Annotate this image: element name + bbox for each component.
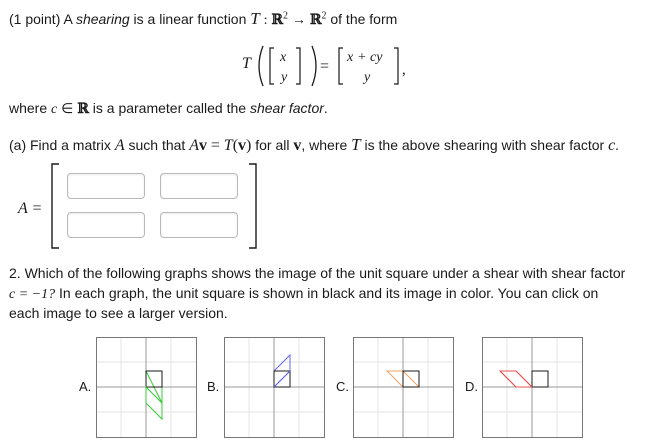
option-d-graph[interactable]: [482, 337, 583, 438]
where-pre: where: [9, 100, 52, 116]
part-2-math: c = −1?: [9, 287, 56, 302]
option-c-graph[interactable]: [353, 337, 454, 438]
option-c-label: C.: [336, 379, 349, 394]
part-a-text-end: is the above shearing with shear factor: [360, 137, 609, 153]
part-2-line-3: each image to see a larger version.: [9, 305, 228, 321]
where-term: shear factor: [249, 100, 324, 116]
part-a-text-pre: (a) Find a matrix: [9, 137, 115, 153]
part-a-text-mid3: , where: [301, 137, 352, 153]
option-a-graph[interactable]: [96, 337, 197, 438]
option-d-label: D.: [465, 379, 478, 394]
where-line: where c ∈ ℝ is a parameter called the shear factor.: [9, 100, 328, 117]
svg-text:y: y: [281, 70, 288, 85]
svg-text:=: =: [320, 58, 330, 75]
svg-text:x: x: [347, 50, 354, 65]
option-b-graph[interactable]: [224, 337, 325, 438]
part-a-text-mid1: such that: [124, 137, 190, 153]
header-mid: is a linear function: [129, 11, 251, 27]
option-a-label: A.: [79, 379, 92, 394]
where-end: .: [323, 100, 328, 116]
svg-text:+: +: [358, 50, 366, 65]
part-2-line-1: 2. Which of the following graphs shows the image of the unit square under a shear with shear factor: [9, 265, 626, 281]
svg-text:T: T: [242, 55, 251, 72]
header-term: shearing: [75, 11, 130, 27]
matrix-entry-2-1[interactable]: [67, 212, 145, 238]
part-a-text-mid2: for all: [251, 137, 294, 153]
matrix-entry-1-1[interactable]: [67, 173, 145, 199]
svg-text:cy: cy: [370, 50, 383, 65]
svg-text:y: y: [364, 70, 371, 85]
svg-text:,: ,: [402, 62, 406, 78]
option-b-label: B.: [207, 379, 220, 394]
header-points: (1 point) A: [9, 11, 76, 27]
matrix-entry-2-2[interactable]: [160, 212, 238, 238]
matrix-entry-1-2[interactable]: [160, 173, 238, 199]
header-tail: of the form: [326, 11, 398, 27]
part-a-question: (a) Find a matrix A such that Av = T(v) for all v, where T is the above shearing with shear factor c.: [9, 135, 619, 154]
problem-header: (1 point) A shearing is a linear function T : ℝ$^2$ → ℝ$^2$ of the form: [9, 9, 398, 28]
matrix-input: [18, 162, 268, 252]
part-2-line-2: [9, 285, 598, 303]
shear-definition-equation: [0, 30, 649, 90]
svg-text:x: x: [280, 50, 287, 65]
where-mid: is a parameter called the: [88, 100, 250, 116]
part-2-line-2-rest: In each graph, the unit square is shown in black and its image in color. You can click on: [55, 285, 599, 301]
matrix-label: A =: [18, 200, 43, 217]
